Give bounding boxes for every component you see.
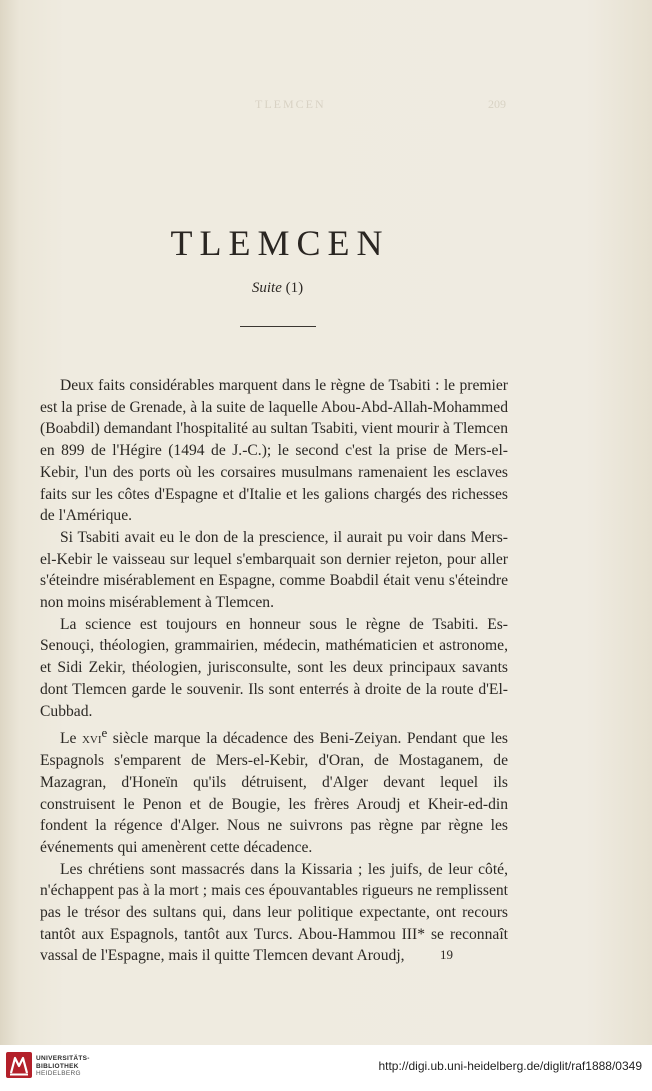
article-title: TLEMCEN	[170, 223, 390, 263]
library-name-line-1: UNIVERSITÄTS-	[36, 1055, 90, 1062]
article-subtitle	[0, 280, 555, 297]
bleed-through-header: TLEMCEN	[255, 97, 326, 111]
library-name-line-3: HEIDELBERG	[36, 1070, 81, 1077]
paragraph-1: Deux faits considérables marquent dans le règne de Tsabiti : le premier est la prise de Grenade, à la suite de laquelle Abou-Abd-Allah-Mohammed (Boabdil) demandant l'hospitalité au sultan Tsabiti, vient mourir à Tlemcen en 899 de l'Hégire (1494 de J.-C.); le second c'est la prise de Mers-el-Kebir, l'un des ports où les corsaires musulmans ramenaient les esclaves faits sur les côtes d'Espagne et d'Italie et les galions chargés des richesses de l'Amérique.	[40, 377, 508, 525]
page-number: 19	[440, 947, 453, 962]
article-body	[40, 375, 508, 967]
paragraph-4-start: Le	[60, 730, 82, 748]
title-divider	[240, 326, 316, 327]
century-numeral: xvi	[81, 730, 102, 748]
paragraph-4	[40, 722, 508, 858]
subtitle-suite: Suite	[251, 280, 282, 296]
paragraph-4-rest: siècle marque la décadence des Beni-Zeiyan. Pendant que les Espagnols s'emparent de Mers-el-Kebir, d'Oran, de Mostaganem, de Mazagran, d'Honeïn qu'ils détruisent, d'Alger devant lequel ils construisent le Penon et de Bougie, les frères Aroudj et Kheir-ed-din fondent la régence d'Alger. Nous ne suivrons pas règne par règne les événements qui amenèrent cette décadence.	[40, 730, 508, 856]
subtitle-footnote-ref: (1)	[281, 280, 304, 296]
paragraph-2: Si Tsabiti avait eu le don de la prescience, il aurait pu voir dans Mers-el-Kebir le vaisseau sur lequel s'embarquait son dernier rejeton, pour aller s'éteindre misérablement en Espagne, comme Boabdil était venu s'éteindre non moins misérablement à Tlemcen.	[40, 528, 508, 612]
bleed-through-page-number: 209	[488, 97, 506, 111]
library-name[interactable]	[36, 1055, 90, 1078]
paragraph-3: La science est toujours en honneur sous le règne de Tsabiti. Es-Senouçi, théologien, grammairien, médecin, mathématicien et astronome, et Sidi Zekir, théologien, jurisconsulte, sont les deux principaux savants dont Tlemcen garde le souvenir. Ils sont enterrés à droite de la route d'El-Cubbad.	[40, 615, 508, 720]
university-library-logo-icon	[6, 1052, 32, 1078]
paragraph-5: Les chrétiens sont massacrés dans la Kissaria ; les juifs, de leur côté, n'échappent pas à la mort ; mais ces épouvantables rigueurs ne remplissent pas le trésor des sultans qui, dans leur politique expectante, ont recours tantôt aux Espagnols, tantôt aux Turcs. Abou-Hammou III* se reconnaît vassal de l'Espagne, mais il quitte Tlemcen devant Aroudj,	[40, 860, 508, 965]
permalink-url[interactable]: http://digi.ub.uni-heidelberg.de/diglit/raf1888/0349	[378, 1059, 642, 1073]
century-superscript: e	[101, 725, 108, 741]
library-name-line-2: BIBLIOTHEK	[36, 1062, 79, 1070]
digitization-footer	[0, 1045, 652, 1091]
